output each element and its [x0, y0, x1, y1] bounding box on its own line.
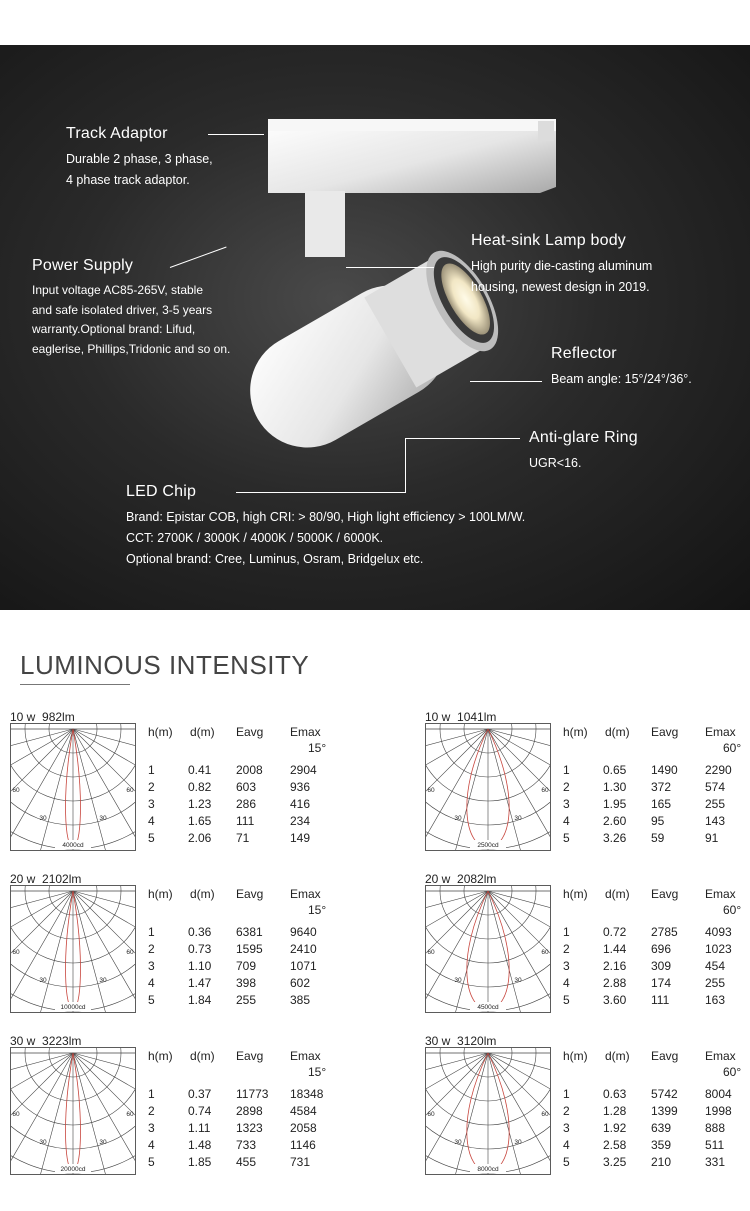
beam-angle-label: 15° — [308, 903, 327, 917]
table-cell: 1.23 — [188, 797, 212, 811]
angle-label: 30 — [99, 1139, 107, 1146]
table-cell: 18348 — [290, 1087, 324, 1101]
block-title: 20 w 2102lm — [10, 872, 82, 886]
angle-label: 30 — [514, 977, 522, 984]
table-cell: 2290 — [705, 763, 732, 777]
column-header: d(m) — [605, 887, 630, 901]
callout-led-chip — [126, 483, 525, 570]
table-cell: 309 — [651, 959, 672, 973]
column-header: Emax — [705, 1049, 736, 1063]
desc-line: CCT: 2700K / 3000K / 4000K / 5000K / 6000K. — [126, 531, 384, 545]
angle-label: 60 — [12, 949, 20, 956]
table-cell: 5 — [563, 993, 570, 1007]
desc-line: and safe isolated driver, 3-5 years — [32, 302, 213, 317]
table-cell: 709 — [236, 959, 257, 973]
table-cell: 602 — [290, 976, 311, 990]
desc-line: Input voltage AC85-265V, stable — [32, 283, 204, 297]
callout-title: Power Supply — [32, 257, 134, 274]
candela-label: 4000cd — [62, 842, 84, 849]
table-cell: 0.72 — [603, 925, 627, 939]
block-title: 30 w 3223lm — [10, 1034, 82, 1048]
beam-angle-label: 60° — [723, 1065, 742, 1079]
angle-label: 30 — [39, 815, 47, 822]
table-cell: 1.28 — [603, 1104, 627, 1118]
angle-label: 30 — [39, 1139, 47, 1146]
table-cell: 3 — [563, 959, 570, 973]
table-cell: 733 — [236, 1138, 257, 1152]
desc-line: UGR<16. — [529, 456, 582, 470]
callout-title: Heat-sink Lamp body — [471, 232, 626, 249]
table-cell: 5 — [148, 1155, 155, 1169]
candela-label: 2500cd — [477, 842, 499, 849]
desc-line: Durable 2 phase, 3 phase, — [66, 152, 213, 166]
angle-label: 60 — [126, 787, 134, 794]
desc-line: warranty.Optional brand: Lifud, — [32, 322, 196, 336]
table-cell: 4 — [563, 976, 570, 990]
table-cell: 1399 — [651, 1104, 678, 1118]
block-title: 30 w 3120lm — [425, 1034, 497, 1048]
candela-label: 20000cd — [60, 1166, 86, 1173]
table-cell: 1.30 — [603, 780, 627, 794]
photometric-block — [10, 1034, 350, 1184]
column-header: Eavg — [236, 725, 264, 739]
column-header: Emax — [290, 725, 321, 739]
table-cell: 398 — [236, 976, 257, 990]
table-cell: 1.11 — [188, 1121, 211, 1135]
table-cell: 149 — [290, 831, 311, 845]
table-cell: 111 — [651, 993, 670, 1007]
angle-label: 30 — [99, 977, 107, 984]
photometric-block — [425, 710, 750, 860]
table-cell: 2 — [563, 1104, 570, 1118]
table-cell: 385 — [290, 993, 311, 1007]
table-cell: 731 — [290, 1155, 311, 1169]
angle-label: 30 — [99, 815, 107, 822]
column-header: Eavg — [651, 725, 679, 739]
callout-title: Reflector — [551, 345, 617, 362]
table-cell: 2 — [563, 780, 570, 794]
photometric-block — [10, 710, 350, 860]
table-cell: 2 — [148, 942, 155, 956]
table-cell: 331 — [705, 1155, 726, 1169]
angle-label: 30 — [454, 977, 462, 984]
table-cell: 2 — [148, 780, 155, 794]
callout-desc — [126, 507, 525, 570]
polar-diagram — [425, 885, 551, 1013]
callout-desc — [32, 281, 230, 359]
table-cell: 165 — [651, 797, 672, 811]
polar-diagram — [10, 1047, 136, 1175]
desc-line: Beam angle: 15°/24°/36°. — [551, 372, 692, 386]
table-cell: 1.84 — [188, 993, 212, 1007]
callout-desc — [471, 256, 652, 298]
angle-label: 30 — [514, 1139, 522, 1146]
column-header: Eavg — [236, 1049, 264, 1063]
angle-label: 30 — [454, 1139, 462, 1146]
table-cell: 511 — [705, 1138, 725, 1152]
table-cell: 359 — [651, 1138, 672, 1152]
table-cell: 111 — [236, 814, 255, 828]
photometric-block — [10, 872, 350, 1022]
table-cell: 1.48 — [188, 1138, 212, 1152]
polar-diagram — [10, 885, 136, 1013]
table-cell: 6381 — [236, 925, 263, 939]
callout-desc — [551, 369, 692, 390]
table-cell: 286 — [236, 797, 257, 811]
column-header: h(m) — [148, 1049, 173, 1063]
table-cell: 2.58 — [603, 1138, 627, 1152]
table-cell: 255 — [236, 993, 257, 1007]
column-header: d(m) — [605, 1049, 630, 1063]
column-header: h(m) — [563, 887, 588, 901]
table-cell: 5 — [563, 831, 570, 845]
table-cell: 5 — [148, 831, 155, 845]
photometric-block — [425, 1034, 750, 1184]
angle-label: 60 — [126, 1111, 134, 1118]
table-cell: 3 — [148, 797, 155, 811]
table-cell: 71 — [236, 831, 250, 845]
table-cell: 3.60 — [603, 993, 627, 1007]
column-header: Eavg — [651, 887, 679, 901]
table-cell: 1 — [148, 763, 155, 777]
table-cell: 1.85 — [188, 1155, 212, 1169]
angle-label: 30 — [514, 815, 522, 822]
table-cell: 8004 — [705, 1087, 732, 1101]
table-cell: 372 — [651, 780, 672, 794]
table-cell: 1490 — [651, 763, 678, 777]
table-cell: 2008 — [236, 763, 263, 777]
table-cell: 3 — [563, 797, 570, 811]
table-cell: 174 — [651, 976, 672, 990]
beam-angle-label: 60° — [723, 741, 742, 755]
table-cell: 3 — [148, 1121, 155, 1135]
callout-desc — [66, 149, 213, 191]
table-cell: 5 — [563, 1155, 570, 1169]
table-cell: 1 — [563, 763, 570, 777]
table-cell: 2904 — [290, 763, 317, 777]
angle-label: 60 — [541, 787, 549, 794]
column-header: h(m) — [563, 1049, 588, 1063]
table-cell: 454 — [705, 959, 726, 973]
section-title: LUMINOUS INTENSITY — [20, 650, 310, 680]
table-cell: 1323 — [236, 1121, 263, 1135]
column-header: h(m) — [148, 725, 173, 739]
table-cell: 0.41 — [188, 763, 212, 777]
angle-label: 60 — [126, 949, 134, 956]
table-cell: 143 — [705, 814, 726, 828]
callout-title: LED Chip — [126, 483, 197, 500]
angle-label: 60 — [427, 1111, 435, 1118]
callout-title: Anti-glare Ring — [529, 429, 638, 446]
table-cell: 2785 — [651, 925, 678, 939]
table-cell: 0.37 — [188, 1087, 212, 1101]
table-cell: 91 — [705, 831, 719, 845]
table-cell: 2.60 — [603, 814, 627, 828]
column-header: h(m) — [148, 887, 173, 901]
section-underline — [20, 684, 130, 685]
angle-label: 60 — [12, 787, 20, 794]
table-cell: 234 — [290, 814, 311, 828]
table-cell: 0.65 — [603, 763, 627, 777]
table-cell: 936 — [290, 780, 311, 794]
column-header: Emax — [705, 887, 736, 901]
table-cell: 4 — [148, 814, 155, 828]
angle-label: 30 — [39, 977, 47, 984]
photometric-block — [425, 872, 750, 1022]
desc-line: Optional brand: Cree, Luminus, Osram, Bridgelux etc. — [126, 552, 424, 566]
table-cell: 255 — [705, 797, 726, 811]
reflector-connector-line — [470, 381, 542, 382]
table-cell: 210 — [651, 1155, 672, 1169]
table-cell: 3.25 — [603, 1155, 627, 1169]
column-header: d(m) — [190, 725, 215, 739]
table-cell: 1071 — [290, 959, 317, 973]
beam-angle-label: 60° — [723, 903, 742, 917]
table-cell: 2.88 — [603, 976, 627, 990]
table-cell: 1023 — [705, 942, 732, 956]
table-cell: 0.63 — [603, 1087, 627, 1101]
block-title: 10 w 982lm — [10, 710, 75, 724]
table-cell: 4 — [148, 976, 155, 990]
table-cell: 2.16 — [603, 959, 627, 973]
angle-label: 60 — [12, 1111, 20, 1118]
table-cell: 1146 — [290, 1138, 316, 1152]
candela-label: 8000cd — [477, 1166, 499, 1173]
table-cell: 1 — [563, 1087, 570, 1101]
table-cell: 4 — [563, 1138, 570, 1152]
angle-label: 60 — [541, 949, 549, 956]
callout-desc — [529, 453, 638, 474]
column-header: d(m) — [190, 1049, 215, 1063]
desc-line: housing, newest design in 2019. — [471, 280, 650, 294]
table-cell: 1 — [148, 925, 155, 939]
column-header: Eavg — [651, 1049, 679, 1063]
column-header: h(m) — [563, 725, 588, 739]
desc-line: 4 phase track adaptor. — [66, 173, 190, 187]
table-cell: 888 — [705, 1121, 726, 1135]
callout-track-adaptor — [66, 125, 213, 191]
table-cell: 4093 — [705, 925, 732, 939]
block-title: 20 w 2082lm — [425, 872, 497, 886]
table-cell: 2058 — [290, 1121, 317, 1135]
column-header: Eavg — [236, 887, 264, 901]
table-cell: 4 — [148, 1138, 155, 1152]
table-cell: 2 — [148, 1104, 155, 1118]
product-hero — [0, 45, 750, 610]
table-cell: 1.10 — [188, 959, 212, 973]
column-header: d(m) — [605, 725, 630, 739]
table-cell: 1.65 — [188, 814, 212, 828]
candela-label: 10000cd — [60, 1004, 86, 1011]
callout-heat-sink — [471, 232, 652, 298]
table-cell: 11773 — [236, 1087, 269, 1101]
table-cell: 1.95 — [603, 797, 627, 811]
angle-label: 60 — [427, 787, 435, 794]
table-cell: 0.73 — [188, 942, 212, 956]
column-header: Emax — [290, 887, 321, 901]
table-cell: 574 — [705, 780, 726, 794]
table-cell: 2 — [563, 942, 570, 956]
beam-angle-label: 15° — [308, 741, 327, 755]
column-header: d(m) — [190, 887, 215, 901]
table-cell: 416 — [290, 797, 311, 811]
table-cell: 3 — [563, 1121, 570, 1135]
table-cell: 2410 — [290, 942, 317, 956]
table-cell: 1595 — [236, 942, 263, 956]
table-cell: 255 — [705, 976, 726, 990]
table-cell: 4 — [563, 814, 570, 828]
table-cell: 1.92 — [603, 1121, 627, 1135]
table-cell: 4584 — [290, 1104, 317, 1118]
table-cell: 5742 — [651, 1087, 678, 1101]
angle-label: 60 — [427, 949, 435, 956]
table-cell: 2898 — [236, 1104, 263, 1118]
angle-label: 60 — [541, 1111, 549, 1118]
table-cell: 5 — [148, 993, 155, 1007]
table-cell: 1 — [563, 925, 570, 939]
beam-angle-label: 15° — [308, 1065, 327, 1079]
polar-diagram — [425, 1047, 551, 1175]
polar-diagram — [10, 723, 136, 851]
heatsink-connector-line — [346, 267, 434, 268]
column-header: Emax — [705, 725, 736, 739]
angle-label: 30 — [454, 815, 462, 822]
callout-title: Track Adaptor — [66, 125, 168, 142]
callout-power-supply — [32, 257, 230, 359]
desc-line: eaglerise, Phillips,Tridonic and so on. — [32, 341, 231, 356]
table-cell: 1 — [148, 1087, 155, 1101]
table-cell: 3 — [148, 959, 155, 973]
antiglare-connector-line — [406, 438, 520, 439]
table-cell: 0.36 — [188, 925, 212, 939]
table-cell: 0.82 — [188, 780, 212, 794]
table-cell: 59 — [651, 831, 665, 845]
desc-line: Brand: Epistar COB, high CRI: > 80/90, High light efficiency > 100LM/W. — [126, 510, 526, 524]
callout-reflector — [551, 345, 692, 390]
table-cell: 696 — [651, 942, 672, 956]
table-cell: 2.06 — [188, 831, 212, 845]
table-cell: 163 — [705, 993, 726, 1007]
table-cell: 95 — [651, 814, 665, 828]
table-cell: 1998 — [705, 1104, 732, 1118]
callout-anti-glare — [529, 429, 638, 474]
table-cell: 0.74 — [188, 1104, 212, 1118]
desc-line: High purity die-casting aluminum — [471, 259, 653, 273]
column-header: Emax — [290, 1049, 321, 1063]
table-cell: 1.44 — [603, 942, 627, 956]
candela-label: 4500cd — [477, 1004, 499, 1011]
table-cell: 455 — [236, 1155, 257, 1169]
block-title: 10 w 1041lm — [425, 710, 497, 724]
table-cell: 603 — [236, 780, 257, 794]
table-cell: 1.47 — [188, 976, 212, 990]
polar-diagram — [425, 723, 551, 851]
track-connector-line — [208, 134, 264, 135]
table-cell: 639 — [651, 1121, 672, 1135]
table-cell: 3.26 — [603, 831, 627, 845]
table-cell: 9640 — [290, 925, 317, 939]
